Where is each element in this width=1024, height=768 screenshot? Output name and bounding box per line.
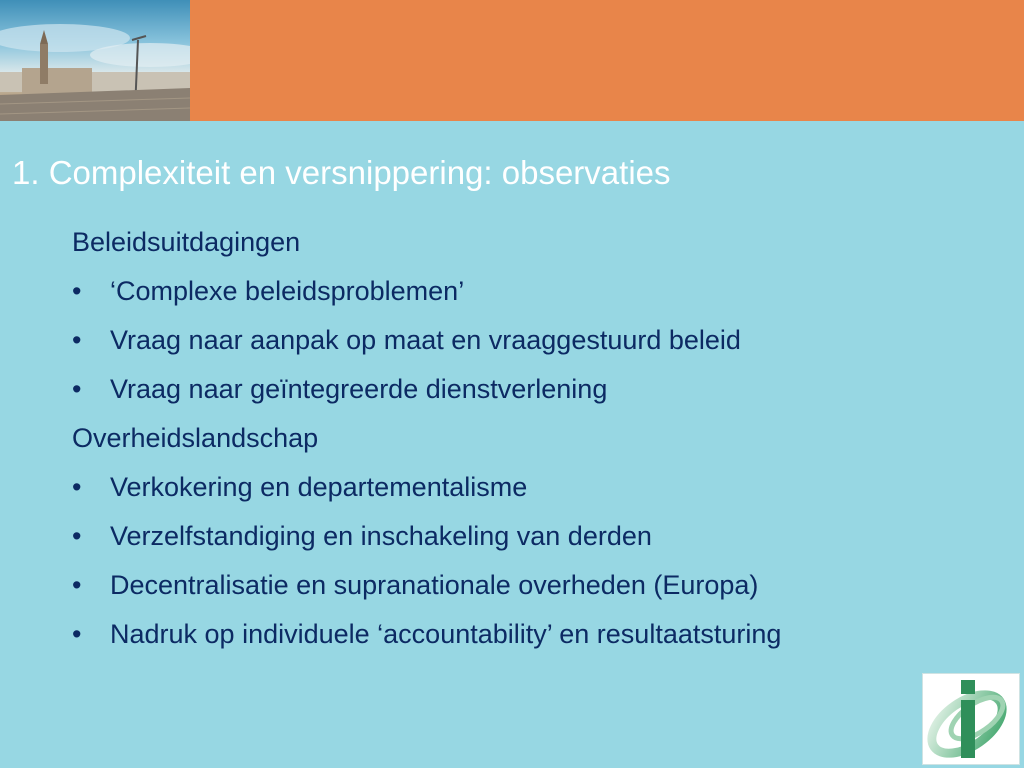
bullet-text: Decentralisatie en supranationale overheden (Europa) [110,570,759,600]
bullet-icon: • [72,374,82,404]
bullet-text: Vraag naar geïntegreerde dienstverlening [110,374,608,404]
bullet-icon: • [72,472,82,502]
bullet-text: Verzelfstandiging en inschakeling van derden [110,521,652,551]
bullet-item [72,467,992,516]
header-photo [0,0,190,121]
bullet-icon: • [72,521,82,551]
bullet-icon: • [72,276,82,306]
bullet-text: ‘Complexe beleidsproblemen’ [110,276,465,306]
bullet-text: Verkokering en departementalisme [110,472,528,502]
organization-logo [922,673,1020,765]
section-heading-overheidslandschap: Overheidslandschap [72,423,319,453]
bullet-icon: • [72,619,82,649]
city-square-photo [0,0,190,121]
slide-title: 1. Complexiteit en versnippering: observaties [12,154,671,191]
bullet-item [72,565,992,614]
bullet-text: Nadruk op individuele ‘accountability’ en resultaatsturing [110,619,782,649]
bullet-item [72,516,992,565]
bullet-item [72,369,992,418]
bullet-icon: • [72,325,82,355]
bullet-icon: • [72,570,82,600]
section-heading-beleidsuitdagingen: Beleidsuitdagingen [72,227,301,257]
bullet-item [72,614,992,663]
bullet-item [72,320,992,369]
bullet-item [72,271,992,320]
slide-body [72,222,992,663]
logo-mark-icon [923,674,1019,764]
bullet-text: Vraag naar aanpak op maat en vraaggestuurd beleid [110,325,741,355]
